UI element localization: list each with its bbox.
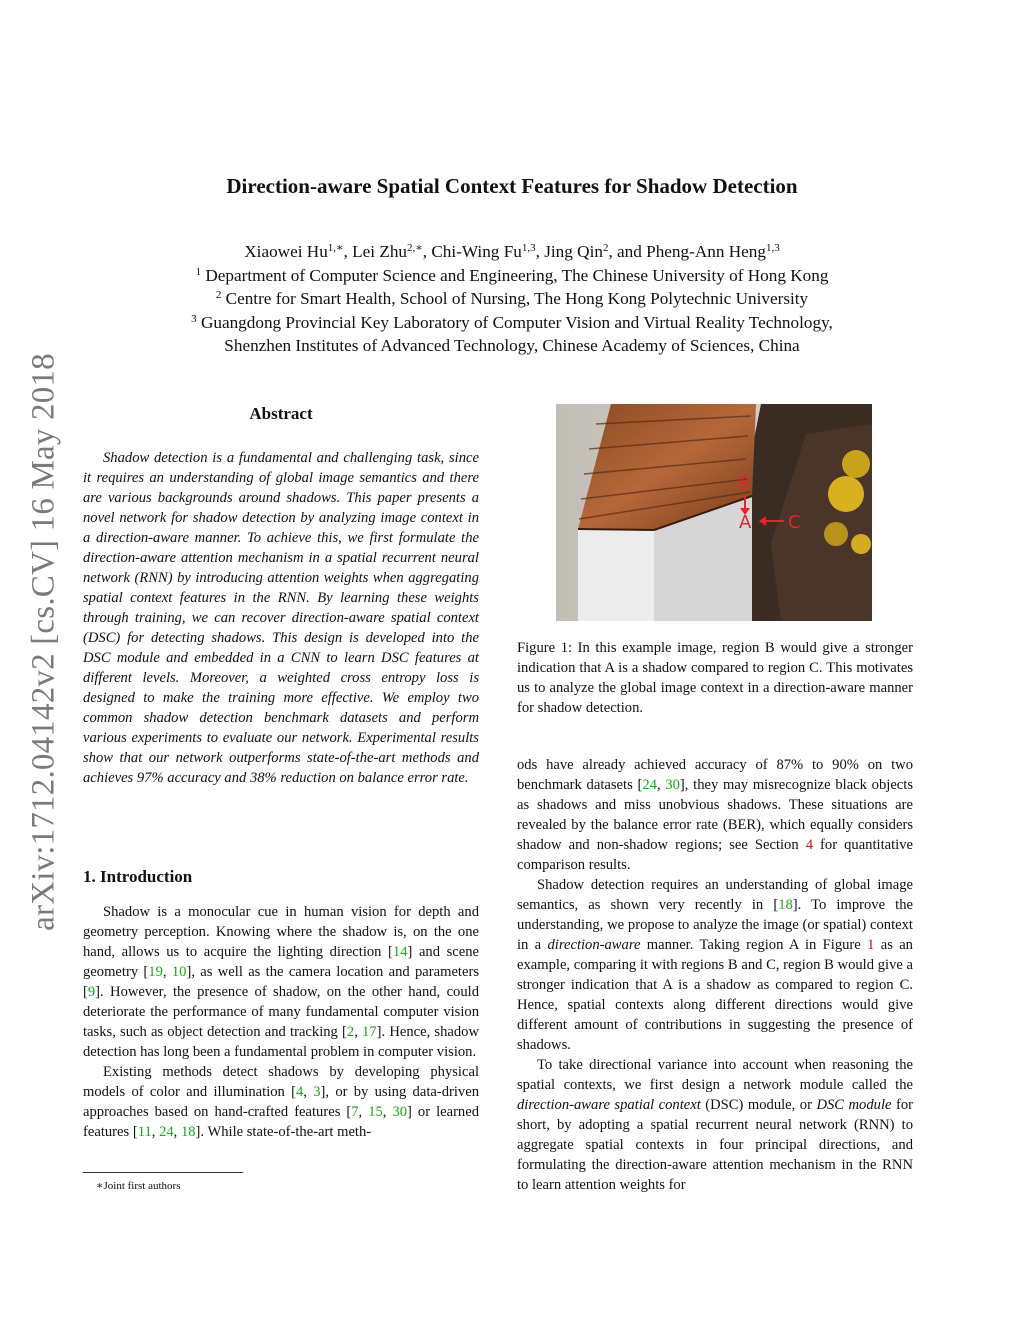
citation-link[interactable]: 2 [346, 1024, 355, 1040]
arxiv-stamp [20, 342, 68, 942]
affiliation-text: Guangdong Provincial Key Laboratory of Computer Vision and Virtual Reality Technology, [200, 312, 833, 332]
citation-link[interactable]: 15 [368, 1104, 383, 1120]
affiliation-text: Centre for Smart Health, School of Nursing, The Hong Kong Polytechnic University [225, 289, 809, 308]
affiliation-num: 3 [191, 312, 197, 325]
affiliation-num: 1 [195, 265, 202, 278]
citation-link[interactable]: 11 [137, 1124, 152, 1140]
citation-link[interactable]: 30 [392, 1104, 408, 1120]
arxiv-stamp-text: arXiv:1712.04142v2 [cs.CV] 16 May 2018 [25, 353, 62, 931]
figure-label-c: C [788, 512, 801, 533]
citation-link[interactable]: 24 [159, 1124, 174, 1140]
paragraph: Shadow is a monocular cue in human vision for depth and geometry perception. Knowing where the shadow is, on the one hand, allows us to acquire the lighting direction [14] and scene geometry [19, 10], as well as the camera location and parameters [9]. However, the presence of shadow, on the other hand, could deteriorate the performance of many fundamental computer vision tasks, such as object detection and tracking [2, 17]. Hence, shadow detection has long been a fundamental problem in computer vision. [83, 904, 479, 1060]
author-affil-sup: 1,3 [521, 242, 536, 254]
citation-link[interactable]: 14 [392, 944, 408, 960]
affiliation-1 [0, 264, 1024, 288]
citation-link[interactable]: 7 [351, 1104, 359, 1120]
figure-ref-link[interactable]: 1 [867, 937, 875, 953]
paragraph: To take directional variance into account when reasoning the spatial contexts, we first design a network module called the direction-aware spatial context (DSC) module, or DSC module for short, by adopting a spatial recurrent neural network (RNN) to aggregate spatial contexts in four principal directions, and formulating the direction-aware attention mechanism in the RNN to learn attention weights for [517, 1057, 913, 1193]
paragraph: Shadow detection requires an understanding of global image semantics, as shown very recently in [18]. To improve the understanding, we propose to analyze the image (or spatial) context in a direction-aware manner. Taking region A in Figure 1 as an example, comparing it with regions B and C, region B would give a stronger indication that A is a shadow as compared to region C. Hence, spatial contexts along different directions would give different amount of contributions in suggesting the presence of shadows. [517, 877, 913, 1053]
figure-1-image [556, 404, 872, 621]
citation-link[interactable]: 24 [642, 777, 657, 793]
citation-link[interactable]: 10 [171, 964, 187, 980]
section-heading-introduction: 1. Introduction [83, 867, 193, 886]
citation-link[interactable]: 3 [313, 1084, 321, 1100]
introduction-text [83, 902, 479, 1142]
affiliation-2 [0, 287, 1024, 311]
abstract-body: Shadow detection is a fundamental and challenging task, since it requires an understanding of global image semantics and there are various backgrounds around shadows. This paper presents a novel network for shadow detection by analyzing image context in a direction-aware manner. To achieve this, we first formulate the direction-aware attention mechanism in a spatial recurrent neural network (RNN) by introducing attention weights when aggregating spatial context features in the RNN. By learning these weights through training, we can recover direction-aware spatial context (DSC) for detecting shadows. This design is developed into the DSC module and embedded in a CNN to learn DSC features at different levels. Moreover, a weighted cross entropy loss is designed to make the training more effective. We employ two common shadow detection benchmark datasets and perform various experiments to evaluate our network. Experimental results show that our network outperforms state-of-the-art methods and achieves 97% accuracy and 38% reduction on balance error rate. [83, 450, 479, 786]
citation-link[interactable]: 4 [296, 1084, 304, 1100]
emphasis: DSC module [816, 1097, 892, 1113]
affiliation-3 [0, 311, 1024, 335]
paragraph: ods have already achieved accuracy of 87% to 90% on two benchmark datasets [24, 30], they may misrecognize black objects as shadows and miss unobvious shadows. These situations are revealed by the balance error rate (BER), which equally considers shadow and non-shadow regions; see Section 4 for quantitative comparison results. [517, 757, 914, 873]
citation-link[interactable]: 30 [665, 777, 680, 793]
author-name: Xiaowei Hu [244, 242, 328, 261]
bench-photo [556, 404, 872, 621]
right-column-text [517, 755, 913, 1195]
author-name: , Lei Zhu [343, 242, 408, 261]
citation-link[interactable]: 19 [148, 964, 163, 980]
footnote: ∗Joint first authors [96, 1180, 181, 1192]
author-name: , Jing Qin [535, 242, 603, 261]
citation-link[interactable]: 18 [778, 897, 793, 913]
citation-link[interactable]: 9 [87, 984, 96, 1000]
affiliation-3-cont: Shenzhen Institutes of Advanced Technology, Chinese Academy of Sciences, China [224, 336, 800, 355]
author-name: , and Pheng-Ann Heng [608, 242, 766, 261]
figure-1-caption: Figure 1: In this example image, region B would give a stronger indication that A is a shadow compared to region C. This motivates us to analyze the global image context in a direction-aware manner for shadow detection. [517, 640, 913, 716]
author-affil-sup: 1,3 [765, 242, 780, 254]
paper-title: Direction-aware Spatial Context Features for Shadow Detection [226, 174, 798, 198]
emphasis: direction-aware spatial context [517, 1097, 701, 1113]
author-affil-sup: 2,∗ [407, 242, 423, 254]
citation-link[interactable]: 17 [362, 1024, 377, 1040]
author-block [0, 240, 1024, 358]
section-ref-link[interactable]: 4 [805, 837, 813, 853]
author-name: , Chi-Wing Fu [422, 242, 522, 261]
author-affil-sup: 2 [602, 242, 609, 254]
author-affil-sup: 1,∗ [327, 242, 344, 254]
affiliation-text: Department of Computer Science and Engineering, The Chinese University of Hong Kong [205, 265, 829, 285]
figure-label-b: B [738, 473, 751, 494]
paragraph: Existing methods detect shadows by developing physical models of color and illumination [4, 3], or by using data-driven approaches based on hand-crafted features [7, 15, 30] or learned features [11, 24, 18]. While state-of-the-art meth- [83, 1064, 480, 1140]
author-list [0, 240, 1024, 264]
emphasis: direction-aware [547, 937, 641, 953]
footnote-divider [83, 1172, 243, 1173]
citation-link[interactable]: 18 [180, 1124, 196, 1140]
abstract-heading: Abstract [249, 404, 313, 423]
figure-label-a: A [739, 512, 752, 533]
affiliation-num: 2 [215, 289, 222, 301]
